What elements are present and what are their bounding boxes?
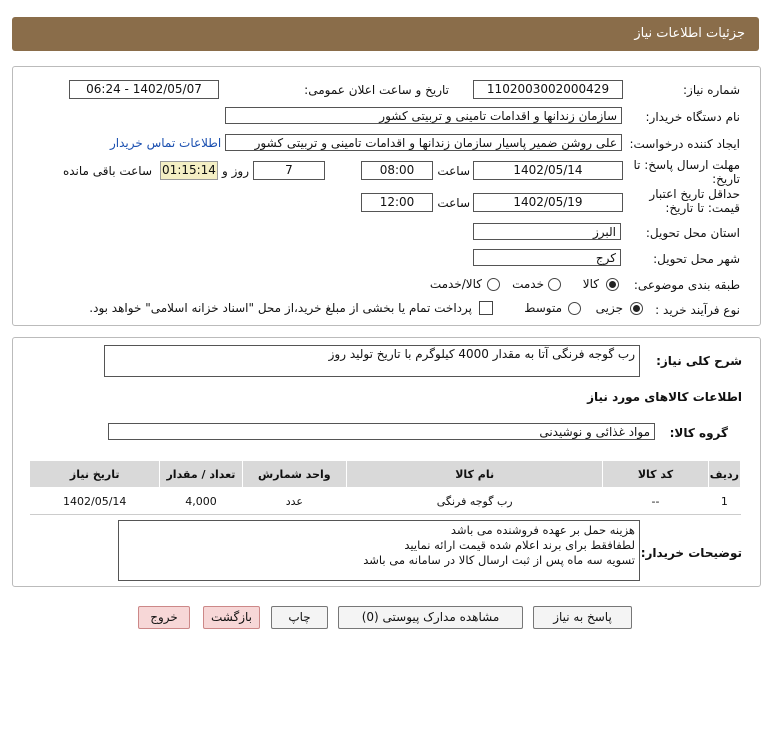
col-unit-header: واحد شمارش <box>242 461 347 488</box>
treasury-payment-checkbox[interactable] <box>479 301 493 315</box>
description-label: شرح کلی نیاز: <box>656 354 742 368</box>
announce-date-label: تاریخ و ساعت اعلان عمومی: <box>304 83 449 97</box>
reply-time-label: ساعت <box>437 164 470 178</box>
page-title: جزئیات اطلاعات نیاز <box>634 26 745 41</box>
page-header <box>12 17 759 51</box>
table-row <box>30 488 741 515</box>
goods-group-field: مواد غذائی و نوشیدنی <box>108 423 655 440</box>
category-goods-radio[interactable] <box>606 278 619 291</box>
table-header-row <box>30 461 741 488</box>
purchase-minor-label: جزیی <box>595 301 623 315</box>
province-field: البرز <box>473 223 621 240</box>
treasury-payment-note: پرداخت تمام یا بخشی از مبلغ خرید،از محل "اسناد خزانه اسلامی" خواهد بود. <box>89 301 472 315</box>
purchase-minor-radio[interactable] <box>630 302 643 315</box>
back-button[interactable]: بازگشت <box>203 606 260 629</box>
print-button[interactable]: چاپ <box>271 606 328 629</box>
cell-name: رب گوجه فرنگی <box>347 488 603 515</box>
description-field <box>104 345 640 377</box>
buyer-note-line: لطفافقط برای برند اعلام شده قیمت ارائه نمایید <box>404 538 635 552</box>
buyer-org-field: سازمان زندانها و اقدامات تامینی و تربیتی کشور <box>225 107 622 124</box>
reply-deadline-label-2: تاریخ: <box>712 172 740 186</box>
goods-table <box>29 460 741 515</box>
validity-label-2: قیمت: تا تاریخ: <box>665 201 740 215</box>
buyer-note-line: تسویه سه ماه پس از ثبت ارسال کالا در سامانه می باشد <box>363 553 635 567</box>
category-goods-service-label: کالا/خدمت <box>429 277 482 291</box>
reply-date-field: 1402/05/14 <box>473 161 623 180</box>
col-row-header: ردیف <box>708 461 740 488</box>
reply-time-field: 08:00 <box>361 161 433 180</box>
view-attachments-button[interactable]: مشاهده مدارک پیوستی (0) <box>338 606 523 629</box>
validity-time-label: ساعت <box>437 196 470 210</box>
exit-button[interactable]: خروج <box>138 606 190 629</box>
col-qty-header: تعداد / مقدار <box>160 461 242 488</box>
province-label: استان محل تحویل: <box>645 226 740 240</box>
category-goods-label: کالا <box>582 277 599 291</box>
announce-date-field: 1402/05/07 - 06:24 <box>69 80 219 99</box>
buyer-contact-link[interactable]: اطلاعات تماس خریدار <box>110 136 222 150</box>
cell-unit: عدد <box>242 488 347 515</box>
days-label: روز و <box>222 164 249 178</box>
creator-label: ایجاد کننده درخواست: <box>629 137 740 151</box>
purchase-type-label: نوع فرآیند خرید : <box>655 303 740 317</box>
creator-field: علی روشن ضمیر پاسیار سازمان زندانها و اقدامات تامینی و تربیتی کشور <box>225 134 622 151</box>
validity-time-field: 12:00 <box>361 193 433 212</box>
category-label: طبقه بندی موضوعی: <box>633 278 740 292</box>
category-service-label: خدمت <box>512 277 544 291</box>
cell-row: 1 <box>708 488 740 515</box>
purchase-medium-radio[interactable] <box>568 302 581 315</box>
validity-date-field: 1402/05/19 <box>473 193 623 212</box>
remaining-time-field: 01:15:14 <box>160 161 218 180</box>
cell-date: 1402/05/14 <box>30 488 160 515</box>
reply-deadline-label: مهلت ارسال پاسخ: تا <box>633 158 740 172</box>
goods-info-title: اطلاعات کالاهای مورد نیاز <box>587 390 742 404</box>
buyer-notes-field <box>118 520 640 581</box>
col-date-header: تاریخ نیاز <box>30 461 160 488</box>
days-remaining-field: 7 <box>253 161 325 180</box>
buyer-note-line: هزینه حمل بر عهده فروشنده می باشد <box>450 523 635 537</box>
remaining-label: ساعت باقی مانده <box>62 164 152 178</box>
purchase-medium-label: متوسط <box>524 301 562 315</box>
reply-button[interactable]: پاسخ به نیاز <box>533 606 632 629</box>
buyer-org-label: نام دستگاه خریدار: <box>645 110 740 124</box>
need-number-field: 1102003002000429 <box>473 80 623 99</box>
category-service-radio[interactable] <box>548 278 561 291</box>
description-text: رب گوجه فرنگی آتا به مقدار 4000 کیلوگرم با تاریخ تولید روز <box>328 347 635 361</box>
need-number-label: شماره نیاز: <box>683 83 740 97</box>
city-field: کرج <box>473 249 621 266</box>
col-code-header: کد کالا <box>603 461 709 488</box>
goods-group-label: گروه کالا: <box>669 426 728 440</box>
category-goods-service-radio[interactable] <box>487 278 500 291</box>
validity-label: حداقل تاریخ اعتبار <box>649 187 740 201</box>
cell-qty: 4,000 <box>160 488 242 515</box>
buyer-notes-label: توضیحات خریدار: <box>640 546 742 560</box>
cell-code: -- <box>603 488 709 515</box>
col-name-header: نام کالا <box>347 461 603 488</box>
city-label: شهر محل تحویل: <box>653 252 740 266</box>
